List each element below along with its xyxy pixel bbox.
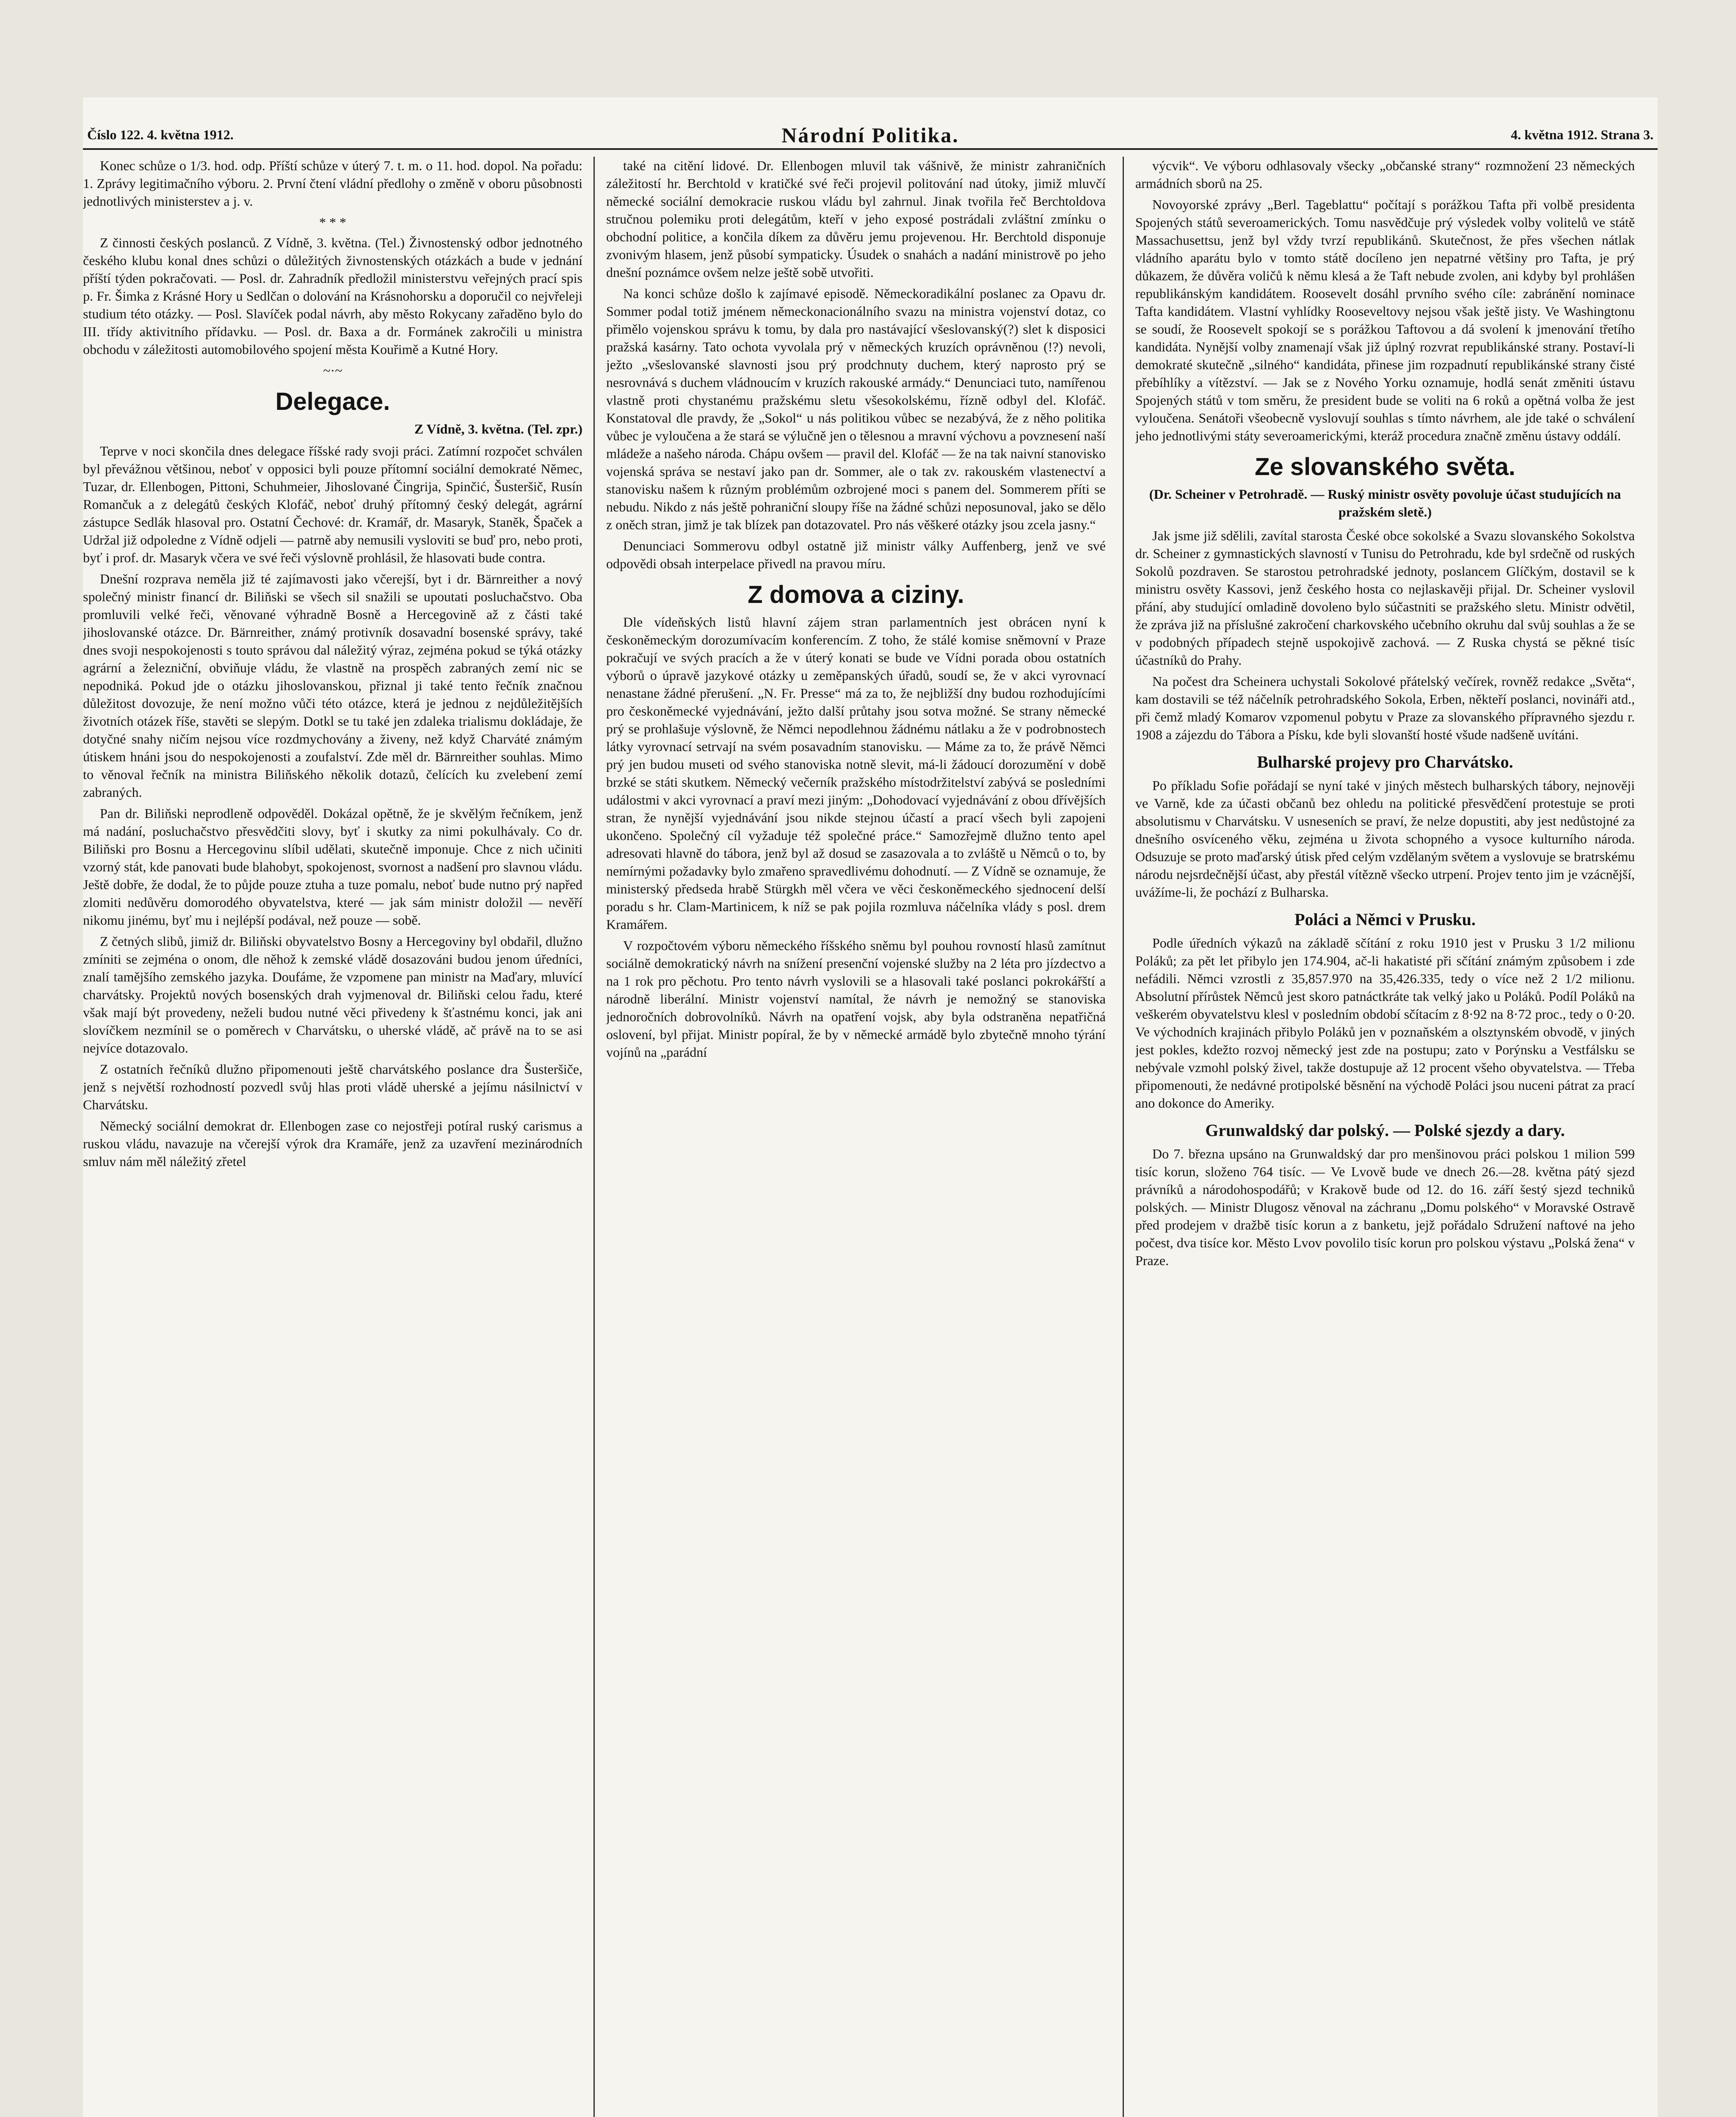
section-title: Bulharské projevy pro Charvátsko. (1257, 752, 1513, 771)
newspaper-title: Národní Politika. (781, 123, 959, 147)
section-divider: ~·~ (323, 363, 342, 378)
column-2 (606, 157, 1106, 2117)
section-title: Poláci a Němci v Prusku. (1294, 910, 1476, 929)
column-rule (593, 157, 595, 2117)
paragraph: Z činnosti českých poslanců. Z Vídně, 3. května. (Tel.) Živnostenský odbor jednotného českého klubu konal dnes schůzi o důležitých živnostenských otázkách a bude v jednání příští týden pokračovati. — Posl. dr. Zahradník předložil ministerstvu veřejných prací spis p. Fr. Šimka z Krásné Hory u Sedlčan o dolování na Krásnohorsku a doporučil co nejvřeleji studium této otázky. — Posl. Slavíček podal návrh, aby město Rokycany zařaděno bylo do III. třídy aktivitního přídavku. — Posl. dr. Baxa a dr. Formánek zakročili u ministra obchodu v záležitosti automobilového spojení města Kouřimě a Kutné Hory. (83, 235, 582, 357)
paragraph: také na citění lidové. Dr. Ellenbogen mluvil tak vášnivě, že ministr zahraničních záležitostí hr. Berchtold v kratičké své řeči projevil politování nad útoky, jimiž mluvčí německé sociální demokracie ruskou vládu byl zahrnul. Jinak tvořila řeč Berchtoldova stručnou polemiku proti delegátům, kteří v jeho exposé postrádali zvláštní zmínku o obchodní politice, a končila díkem za důvěru jemu projevenou. Hr. Berchtold disponuje zvonivým hlasem, jenž působí sympaticky. Úsudek o snahách a nadání ministrově po jeho dnešní poznámce ovšem nelze ještě sobě utvořiti. (606, 158, 1106, 280)
section-title: Z domova a ciziny. (748, 581, 964, 608)
paragraph: Dle vídeňských listů hlavní zájem stran parlamentních jest obrácen nyní k českoněmeckým dorozumívacím konferencím. Z toho, že stálé komise sněmovní v Praze pokračují ve svých pracích a že v úterý konati se bude ve Vídni porada obou ostatních výborů o úpravě jazykové otázky u zeměpanských úřadů, soudí se, že v akci vyrovnací nenastane žádné přerušení. „N. Fr. Presse“ má za to, že nejbližší dny budou rozhodujícími pro českoněmecké vyjednávání, ježto další průtahy jsou sotva možné. Se strany německé prý se prohlašuje výslovně, že Němci nepodlehnou žádnému nátlaku a že v podrobnostech látky vyrovnací setrvají na svém posavadním stanovisku. — Máme za to, že právě Němci prý jen budou museti od svého stanoviska notně slevit, má-li žádoucí dorozumění v době brzké se státi skutkem. Německý večerník pražského místodržitelství zabývá se posledními událostmi v akci vyrovnací a praví mezi jiným: „Dohodovací vyjednávání z obou dřívějších stran, že nynější vyjednávání jsou nikde stejnou účastí a prací všech byli zapojeni ukončeno. Společný cíl vyžaduje též společné práce.“ Samozřejmě dlužno tento apel adresovati hlavně do tábora, jenž byl až dosud se zasazovala a to zvláště u Němců o to, by nemírnými požadavky bylo zmařeno spravedlivému dohodnutí. — Z Vídně se oznamuje, že ministerský předseda hrabě Stürgkh měl včera ve věci českoněmeckého sjednocení delší poradu s hr. Clam-Martinicem, k níž se pak pojila rozmluva náčelníka vlády s posl. drem Kramářem. (606, 614, 1106, 932)
dateline: Z Vídně, 3. května. (Tel. zpr.) (414, 421, 582, 437)
paragraph: Podle úředních výkazů na základě sčítání z roku 1910 jest v Prusku 3 1/2 milionu Poláků; za pět let přibylo jen 174.904, ač-li hakatisté při sčítání známým způsobem i zde nefádili. Němci vzrostli z 35,857.970 na 35,426.335, tedy o více než 2 1/2 milionu. Absolutní přírůstek Němců jest skoro patnáctkráte tak velký jako u Poláků. Podíl Poláků na veškerém obyvatelstvu klesl v posledním období sčítacím z 8·92 na 8·72 proc., tedy o 0·20. Ve východních krajinách přibylo Poláků jen v poznaňském a olsztynském obvodě, v jiných jest pokles, kdežto rozvoj německý jest zde na postupu; zato v Porýnsku a Vestfálsku se nebývale vzmohl polský živel, takže dostupuje až 12 procent všeho obyvatelstva. — Třeba připomenouti, že nedávné protipolské běsnění na východě Poláci jsou nuceni pátrat za prací ano dokonce do Ameriky. (1135, 935, 1635, 1111)
issue-number: Číslo 122. 4. května 1912. (87, 127, 234, 142)
column-3 (1135, 157, 1635, 2117)
section-divider: * * * (319, 215, 346, 230)
paragraph: Z ostatních řečníků dlužno připomenouti ještě charvátského poslance dra Šusteršiče, jenž s největší rozhodností pozvedl svůj hlas proti vládě uherské a jejímu násilnictví v Charvátsku. (83, 1061, 582, 1112)
paragraph: Jak jsme již sdělili, zavítal starosta České obce sokolské a Svazu slovanského Sokolstva dr. Scheiner z gymnastických slavností v Tunisu do Petrohradu, kde byl srdečně od ruských Sokolů pozdraven. Se starostou petrohradské jednoty, poslancem Glíčkým, dostavil se k ministru osvěty Kassovi, jenž českého hosta co nejlaskavěji přijal. Dr. Scheiner vyslovil přání, aby studující omladině dovoleno bylo súčastniti se pražského sletu. Ministr odvětil, že zpráva již na příslušné zakročení charkovského učebního okruhu dal svůj souhlas a že se v podobných případech stejně uspokojivě zachová. — Z Ruska chystá se pěkné tisíc účastníků do Prahy. (1135, 528, 1635, 668)
paragraph: Na počest dra Scheinera uchystali Sokolové přátelský večírek, rovněž redakce „Světa“, kam dostavili se též náčelník petrohradského Sokola, Erben, někteří poslanci, novináři atd., při čemž mladý Komarov vzpomenul pobytu v Praze za slovanského přípravného sjezdu r. 1908 a zájezdu do Tábora a Písku, kde byli slovanští hosté všude nadšeně uvítáni. (1135, 674, 1635, 742)
paragraph: Pan dr. Biliňski neprodleně odpověděl. Dokázal opětně, že je skvělým řečníkem, jenž má nadání, posluchačstvo přesvědčiti slovy, byť i skutky za nimi pokulhávaly. Co dr. Biliňski pro Bosnu a Hercegovinu slíbil udělati, skutečně imponuje. Chce z nich učiniti vzorný stát, kde panovati bude blahobyt, spokojenost, svornost a nadšení pro slavnou vládu. Ještě dobře, že dodal, že to půjde pouze ztuha a tuze pomalu, neboť bude nutno prý napřed zlomiti nedůvěru domorodého obyvatelstva, které — jak sám ministr doložil — nevěří nikomu jinému, byť mu i nejlépší podával, než pouze — sobě. (83, 806, 582, 928)
paragraph: Německý sociální demokrat dr. Ellenbogen zase co nejostřeji potíral ruský carismus a ruskou vládu, navazuje na včerejší výrok dra Kramáře, jenž za uzavření mezinárodních smluv nám měl náležitý zřetel (83, 1118, 582, 1169)
paragraph: Do 7. března upsáno na Grunwaldský dar pro menšinovou práci polskou 1 milion 599 tisíc korun, složeno 764 tisíc. — Ve Lvově bude ve dnech 26.—28. května pátý sjezd právníků a národohospodářů; v Krakově bude od 12. do 16. září šestý sjezd techniků polských. — Ministr Dlugosz věnoval na záchranu „Domu polského“ v Moravské Ostravě před prodejem v dražbě tisíc korun a z banketu, jejž pořádalo Sdružení naftové na jeho počest, dva tisíce kor. Město Lvov povolilo tisíc korun pro polskou výstavu „Polská žena“ v Praze. (1135, 1146, 1635, 1268)
paragraph: Z četných slibů, jimiž dr. Biliňski obyvatelstvo Bosny a Hercegoviny byl obdařil, dlužno zmíniti se zejména o onom, dle něhož k zemské vládě dosazováni budou jenom úředníci, znalí tamějšího zemského jazyka. Doufáme, že vzpomene pan ministr na Maďary, mluvící charvátsky. Projektů nových bosenských drah vyjmenoval dr. Biliňski celou řadu, které však mají být provedeny, neželi budou nutné věci přivedeny k šťastnému konci, jak ani slovíčkem nezmínil se o poměrech v Charvátsku, o uherské vládě, ač právě na to se asi nejvíce dotazovalo. (83, 934, 582, 1056)
section-title: Grunwaldský dar polský. — Polské sjezdy a dary. (1205, 1121, 1565, 1140)
paragraph: Novoyorské zprávy „Berl. Tageblattu“ počítají s porážkou Tafta při volbě presidenta Spojených států severoamerických. Tomu nasvědčuje prý výsledek volby volitelů ve státě Massachusettsu, jenž byl vždy tvrzí republikánů. Skutečnost, že přes všechen nátlak vládního aparátu bylo v tomto státě docíleno jen nepatrné většiny pro Tafta, je prý důkazem, že důvěra voličů k němu klesá a že Taft nebude zvolen, ani kdyby byl prohlášen republikánským kandidátem. Roosevelt dosáhl prvního svého cíle: zabránění nominace Tafta kandidátem. Vlastní vyhlídky Rooseveltovy nejsou však ještě jisty. Ve Washingtonu se soudí, že Roosevelt spokojí se s porážkou Taftovou a dá svolení k jmenování třetího kandidáta. Nynější volby znamenají však již úplný rozvrat republikánské strany. Postaví-li demokraté skutečně „silného“ kandidáta, přinese jim rozpadnutí republikánské strany čisté přebíhlíky a vítězství. — Jak se z Nového Yorku oznamuje, hodlá senát změniti ústavu Spojených států v tom směru, že president bude se voliti na 6 roků a opětná volba že jest vyloučena. Senátoři všeobecně vyslovují souhlas s tímto návrhem, ale jde také o schválení jeho jednotlivými státy severoamerickými, kteráž procedura značně změnu ústavy oddálí. (1135, 197, 1635, 443)
page-header (83, 110, 1658, 150)
page-number: 4. května 1912. Strana 3. (1511, 127, 1653, 142)
paragraph: Konec schůze o 1/3. hod. odp. Příští schůze v úterý 7. t. m. o 11. hod. dopol. Na pořadu: 1. Zprávy legitimačního výboru. 2. První čtení vládní předlohy o změně v oboru působnosti jednotlivých ministerstev a j. v. (83, 158, 582, 209)
section-title: Delegace. (275, 388, 390, 415)
paragraph: V rozpočtovém výboru německého říšského sněmu byl pouhou rovností hlasů zamítnut sociálně demokratický návrh na snížení presenční vojenské služby na 2 léta pro jízdectvo a na 1 rok pro pěchotu. Pro tento návrh vyslovili se a hlasovali také poslanci pokrokářští a národně liberální. Ministr vojenství namítal, že návrh je nemožný se stanoviska jednoročních dobrovolníků. Návrh na opatření vojsk, aby byla odstraněna nepatřičná oslovení, byl přijat. Ministr popíral, že by v německé armádě bylo zbytečně mnoho týrání vojínů na „parádní (606, 938, 1106, 1060)
paragraph: výcvik“. Ve výboru odhlasovaly všecky „občanské strany“ rozmnožení 23 německých armádních sborů na 25. (1135, 158, 1635, 191)
column-rule (1123, 157, 1124, 2117)
paragraph: Teprve v noci skončila dnes delegace říšské rady svoji práci. Zatímní rozpočet schválen byl převážnou většinou, neboť v opposici byli pouze přítomní sociální demokraté Němec, Tuzar, dr. Ellenbogen, Pittoni, Schuhmeier, Jihoslované Čingrija, Spinčić, Šusteršič, Rusín Romančuk a z delegátů českých Klofáč, neboť druhý přítomný český delegát, agrární zástupce Sedlák hlasoval pro. Ostatní Čechové: dr. Kramář, dr. Masaryk, Staněk, Špaček a Udržal již odpoledne z Vídně odjeli — patrně aby nemusili vysloviti se buď pro, nebo proti, byť i prof. dr. Masaryk včera ve své řeči výslovně prohlásil, že hlasovati bude contra. (83, 443, 582, 565)
paragraph: Denunciaci Sommerovu odbyl ostatně již ministr války Auffenberg, jenž ve své odpovědi obsah interpelace přivedl na pravou míru. (606, 538, 1106, 571)
section-title: Ze slovanského světa. (1255, 453, 1515, 481)
newspaper-page (83, 97, 1658, 2117)
column-1 (83, 157, 582, 2117)
section-subtitle: (Dr. Scheiner v Petrohradě. — Ruský ministr osvěty povoluje účast studujících na pražském sletě.) (1149, 486, 1621, 520)
paragraph: Dnešní rozprava neměla již té zajímavosti jako včerejší, byt i dr. Bärnreither a nový společný ministr financí dr. Biliňski se všech sil snažili se upoutati posluchačstvo. Oba promluvili velké řeči, věnované výhradně Bosně a Hercegovině až z části také jihoslovanské otázce. Dr. Bärnreither, známý protivník dosavadní bosenské správy, také dnes svoji nespokojenosti s touto správou dal náležitý výraz, zejména pokud se týká otázky agrární a železniční, obviňuje vládu, že vlastně na prospěch zabraných zemí nic se nepodniká. Pokud jde o otázku jihoslovanskou, přiznal ji také tento řečník značnou důležitost dovozuje, že není možno vůči této otázce, která je jednou z nejdůležitějších životních otázek říše, stavěti se slepým. Dotkl se tu také jen zdaleka trialismu dokládaje, že dotyčné snahy ničím nejsou více rozdmychovány a živeny, než když Charváté známým útiskem hnáni jsou do nespokojenosti a zoufalství. Zde měl dr. Bärnreither souhlas. Mimo to věnoval řečník na ministra Biliňského několik dotazů, čelících ku zvelebení zemí zabraných. (83, 571, 582, 800)
paragraph: Po příkladu Sofie pořádají se nyní také v jiných městech bulharských tábory, nejnověji ve Varně, kde za účasti občanů bez ohledu na politické přesvědčení protestuje se proti absolutismu v Charvátsku. V usneseních se praví, že nelze dopustiti, aby jest nedůstojné za dnešního osvíceného věku, zejména u života schopného a vysoce kulturního národa. Odsuzuje se proto maďarský útisk před celým vzdělaným světem a vyslovuje se bratrskému národu nejsrdečnější účast, aby přestál vítězně všecko utrpení. Projev tento jim je vzácnější, uvážíme-li, že pochází z Bulharska. (1135, 778, 1635, 900)
paragraph: Na konci schůze došlo k zajímavé episodě. Německoradikální poslanec za Opavu dr. Sommer podal totiž jménem německonacionálního svazu na ministra vojenství dotaz, co přimělo vojenskou správu k tomu, by dala pro nastávající všeslovanský(?) slet k disposici pražská kasárny. Tato ochota vyvolala prý v německých kruzích oprávněnou (!?) nevoli, ježto „všeslovanské slavnosti jsou prý prodchnuty duchem, který naprosto prý se nesrovnává s duchem vládnoucím v kruzích rakouské armády.“ Denunciaci tuto, namířenou vlastně proti chystanému pražskému sletu všesokolskému, řízně odbyl del. Klofáč. Konstatoval dle pravdy, že „Sokol“ u nás politikou vůbec se nezabývá, že z něho politika vůbec je vyloučena a že stará se výlučně jen o tělesnou a mravní výchovu a povznesení naší mládeže a našeho národa. Chápu ovšem — pravil del. Klofáč — že na tak naivní stanovisko vojenská správa se nestaví jako pan dr. Sommer, ale o tak zv. rakouském vlastenectví a stanovisku našem k různým problémům ozbrojené moci s panem del. Sommerem příti se nebudu. Nikdo z nás ještě pohraniční sloupy říše na žádné schůzi neposunoval, jako se dělo z oněch stran, jimž je tak blízek pan dotazovatel. Pro nás věškeré otázky jsou zcela jasny.“ (606, 286, 1106, 532)
